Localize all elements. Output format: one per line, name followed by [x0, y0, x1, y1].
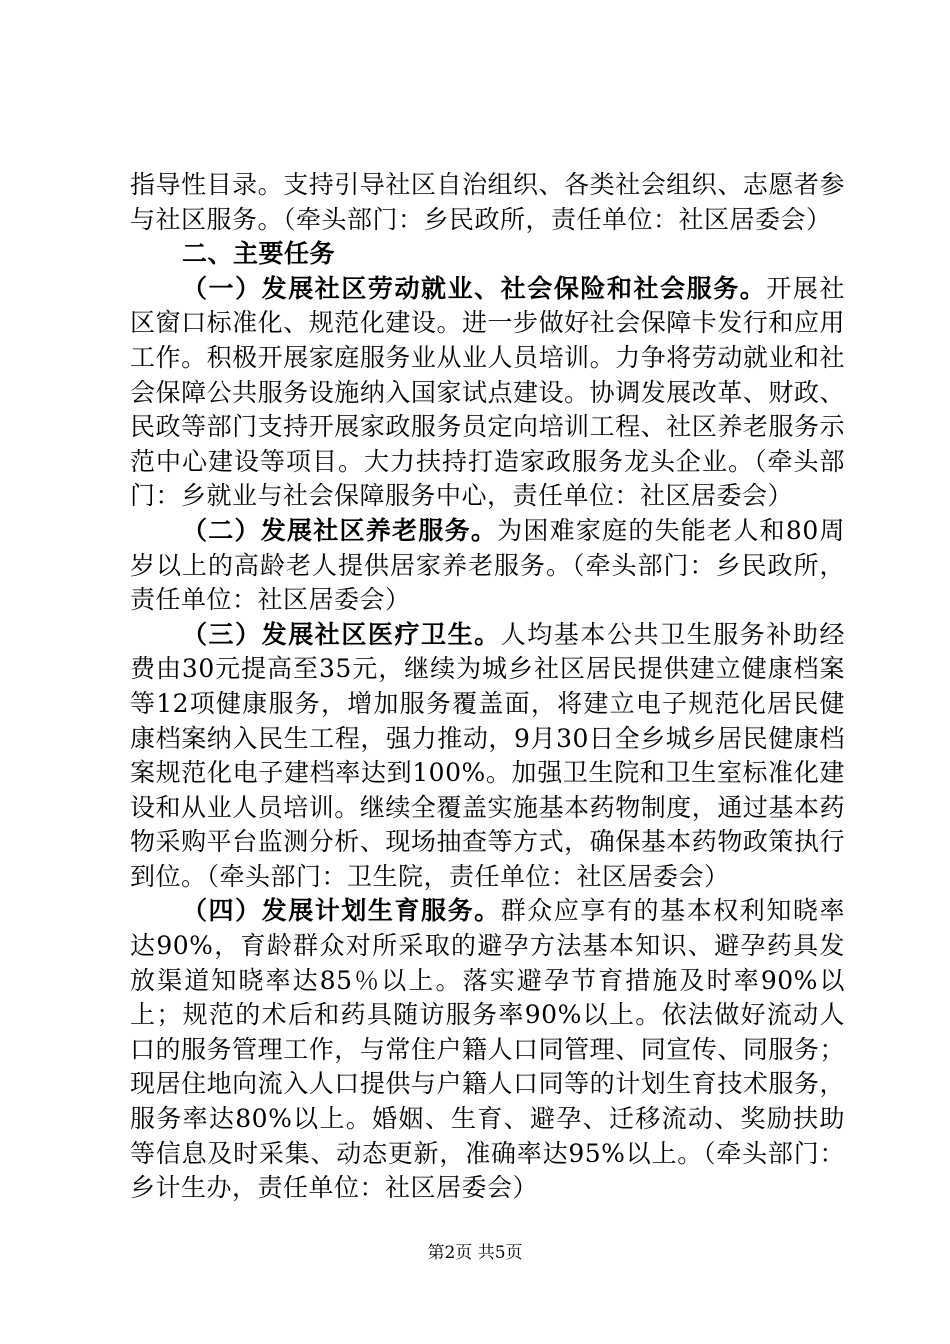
task-item-family-planning: [130, 894, 845, 1205]
continuation-paragraph: 指导性目录。支持引导社区自治组织、各类社会组织、志愿者参与社区服务。（牵头部门：乡民政所，责任单位：社区居委会）: [130, 170, 845, 234]
task-body: 开展社区窗口标准化、规范化建设。进一步做好社会保障卡发行和应用工作。积极开展家庭服务业从业人员培训。力争将劳动就业和社会保障公共服务设施纳入国家试点建设。协调发展改革、财政、民政等部门支持开展家政服务员定向培训工程、社区养老服务示范中心建设等项目。大力扶持打造家政服务龙头企业。（牵头部门：乡就业与社会保障服务中心，责任单位：社区居委会）: [130, 273, 845, 511]
page-footer: 第2页 共5页: [427, 1243, 523, 1263]
task-body: 人均基本公共卫生服务补助经费由30元提高至35元，继续为城乡社区居民提供建立健康档案等12项健康服务，增加服务覆盖面，将建立电子规范化居民健康档案纳入民生工程，强力推动，9月30日全乡城乡居民健康档案规范化电子建档率达到100%。加强卫生院和卫生室标准化建设和从业人员培训。继续全覆盖实施基本药物制度，通过基本药物采购平台监测分析、现场抽查等方式，确保基本药物政策执行到位。（牵头部门：卫生院，责任单位：社区居委会）: [130, 619, 845, 891]
task-title: （三）发展社区医疗卫生。: [182, 619, 501, 649]
document-body: [130, 168, 845, 1206]
task-title: （二）发展社区养老服务。: [182, 515, 498, 545]
task-body: 为困难家庭的失能老人和80周岁以上的高龄老人提供居家养老服务。（牵头部门：乡民政所，责任单位：社区居委会）: [130, 515, 845, 615]
task-item-medical: [130, 618, 845, 895]
task-body: 群众应享有的基本权利知晓率达90%，育龄群众对所采取的避孕方法基本知识、避孕药具发放渠道知晓率达85％以上。落实避孕节育措施及时率90%以上；规范的术后和药具随访服务率90%以上。依法做好流动人口的服务管理工作，与常住户籍人口同管理、同宣传、同服务；现居住地向流入人口提供与户籍人口同等的计划生育技术服务，服务率达80%以上。婚姻、生育、避孕、迁移流动、奖励扶助等信息及时采集、动态更新，准确率达95%以上。（牵头部门：乡计生办，责任单位：社区居委会）: [130, 896, 845, 1203]
task-item-elderly-care: [130, 514, 845, 618]
task-title: （四）发展计划生育服务。: [182, 896, 501, 926]
task-title: （一）发展社区劳动就业、社会保险和社会服务。: [182, 273, 767, 303]
task-item-employment: [130, 272, 845, 514]
section-heading: 二、主要任务: [182, 239, 336, 269]
